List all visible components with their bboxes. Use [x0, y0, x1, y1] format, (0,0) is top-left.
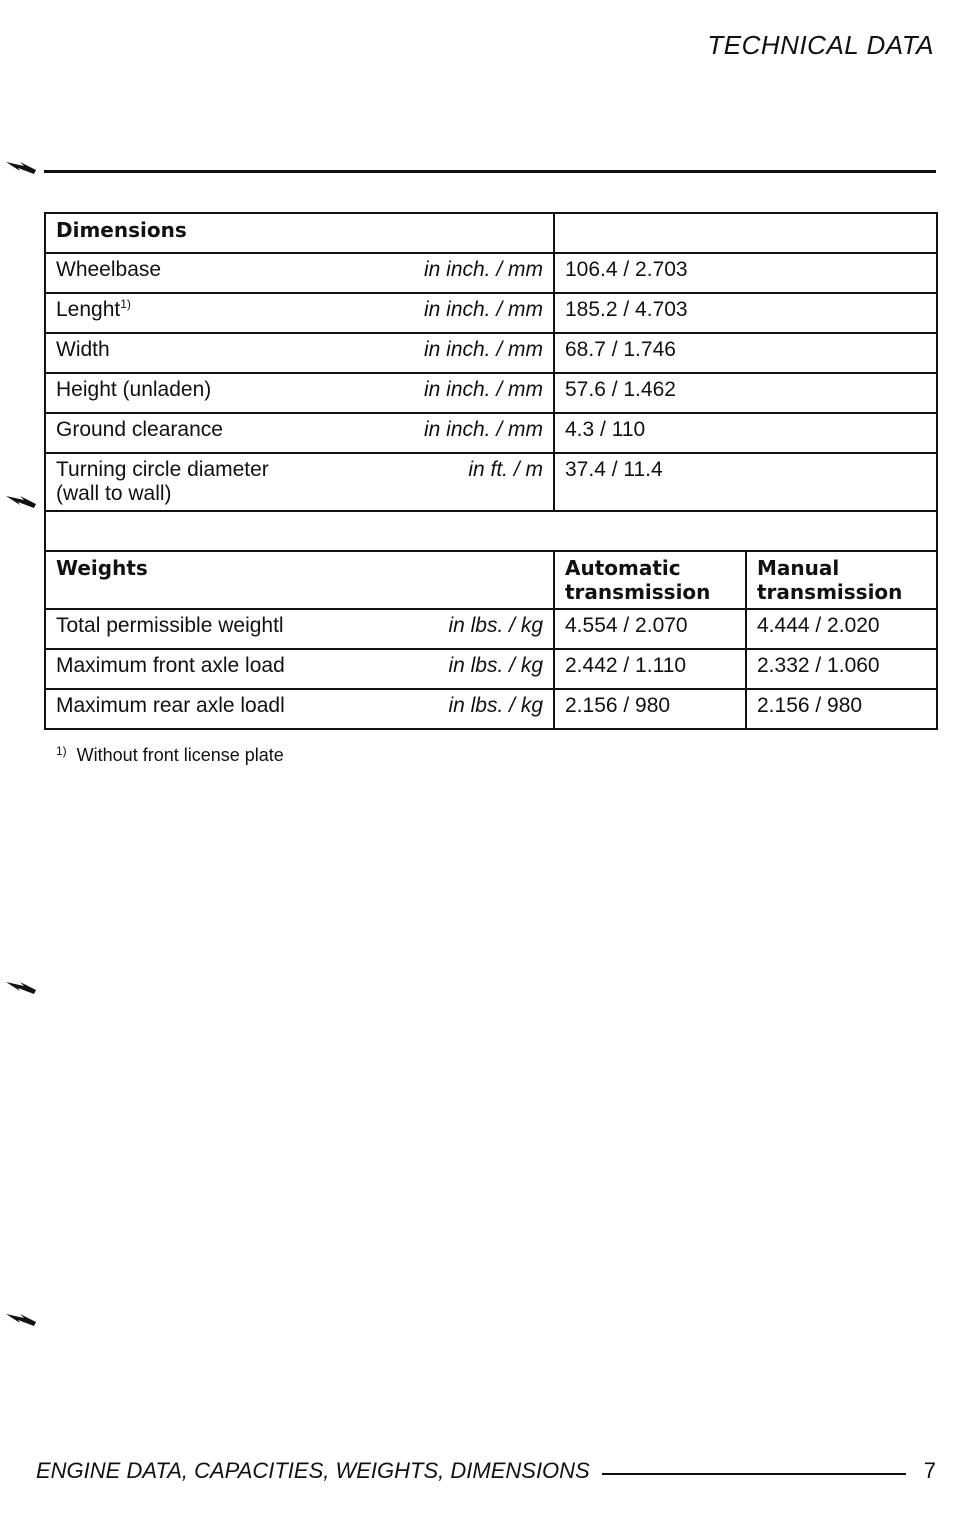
- arrow-marker-icon: [6, 494, 36, 510]
- manual-value: 2.332 / 1.060: [746, 649, 937, 689]
- footnote: [56, 745, 284, 766]
- dimensions-heading-row: [45, 213, 937, 253]
- table-row: [45, 373, 937, 413]
- row-unit: in inch. / mm: [423, 338, 543, 361]
- table-row: [45, 333, 937, 373]
- row-label: Wheelbase: [56, 258, 162, 281]
- technical-data-table: [44, 212, 938, 730]
- table-row: [45, 453, 937, 511]
- page-number: 7: [923, 1458, 936, 1483]
- row-value: 106.4 / 2.703: [554, 253, 937, 293]
- weights-heading-row: [45, 551, 937, 609]
- table-row: [45, 293, 937, 333]
- empty-cell: [554, 213, 937, 253]
- row-unit: in inch. / mm: [423, 418, 543, 441]
- weights-heading: Weights: [45, 551, 554, 609]
- row-value: 4.3 / 110: [554, 413, 937, 453]
- table-row: [45, 649, 937, 689]
- automatic-value: 2.442 / 1.110: [554, 649, 746, 689]
- automatic-value: 4.554 / 2.070: [554, 609, 746, 649]
- arrow-marker-icon: [6, 980, 36, 996]
- row-label: Height (unladen): [56, 378, 212, 401]
- row-label: Total permissible weightl: [56, 614, 284, 637]
- row-value: 68.7 / 1.746: [554, 333, 937, 373]
- row-unit: in lbs. / kg: [448, 614, 543, 637]
- footnote-text: Without front license plate: [76, 745, 284, 765]
- footnote-mark: 1): [56, 744, 67, 758]
- row-label: Lenght: [56, 298, 121, 321]
- page-header-title: TECHNICAL DATA: [707, 30, 934, 60]
- manual-column-header: Manual transmission: [746, 551, 937, 609]
- table-row: [45, 253, 937, 293]
- row-label: Maximum rear axle loadl: [56, 694, 285, 717]
- automatic-value: 2.156 / 980: [554, 689, 746, 729]
- manual-value: 2.156 / 980: [746, 689, 937, 729]
- footer-rule: [602, 1473, 906, 1475]
- arrow-marker-icon: [6, 1312, 36, 1328]
- row-value: 37.4 / 11.4: [554, 453, 937, 511]
- top-rule: [44, 170, 936, 173]
- row-unit: in lbs. / kg: [448, 654, 543, 677]
- page-footer: [36, 1458, 936, 1488]
- row-unit: in inch. / mm: [423, 378, 543, 401]
- row-value: 57.6 / 1.462: [554, 373, 937, 413]
- footnote-ref: 1): [120, 297, 131, 311]
- row-label: Maximum front axle load: [56, 654, 285, 677]
- table-row: [45, 609, 937, 649]
- table-row: [45, 689, 937, 729]
- row-value: 185.2 / 4.703: [554, 293, 937, 333]
- footer-section-title: ENGINE DATA, CAPACITIES, WEIGHTS, DIMENSIONS: [36, 1458, 590, 1483]
- dimensions-heading: Dimensions: [45, 213, 554, 253]
- table-row: [45, 413, 937, 453]
- automatic-column-header: Automatic transmission: [554, 551, 746, 609]
- row-unit: in inch. / mm: [423, 298, 543, 321]
- row-unit: in inch. / mm: [423, 258, 543, 281]
- row-unit: in ft. / m: [468, 458, 543, 481]
- row-label: Ground clearance: [56, 418, 223, 441]
- row-unit: in lbs. / kg: [448, 694, 543, 717]
- row-label: Width: [56, 338, 110, 361]
- arrow-marker-icon: [6, 160, 36, 176]
- row-label: Turning circle diameter: [56, 458, 269, 481]
- manual-value: 4.444 / 2.020: [746, 609, 937, 649]
- spacer-row: [45, 511, 937, 551]
- row-label-continued: (wall to wall): [56, 482, 172, 505]
